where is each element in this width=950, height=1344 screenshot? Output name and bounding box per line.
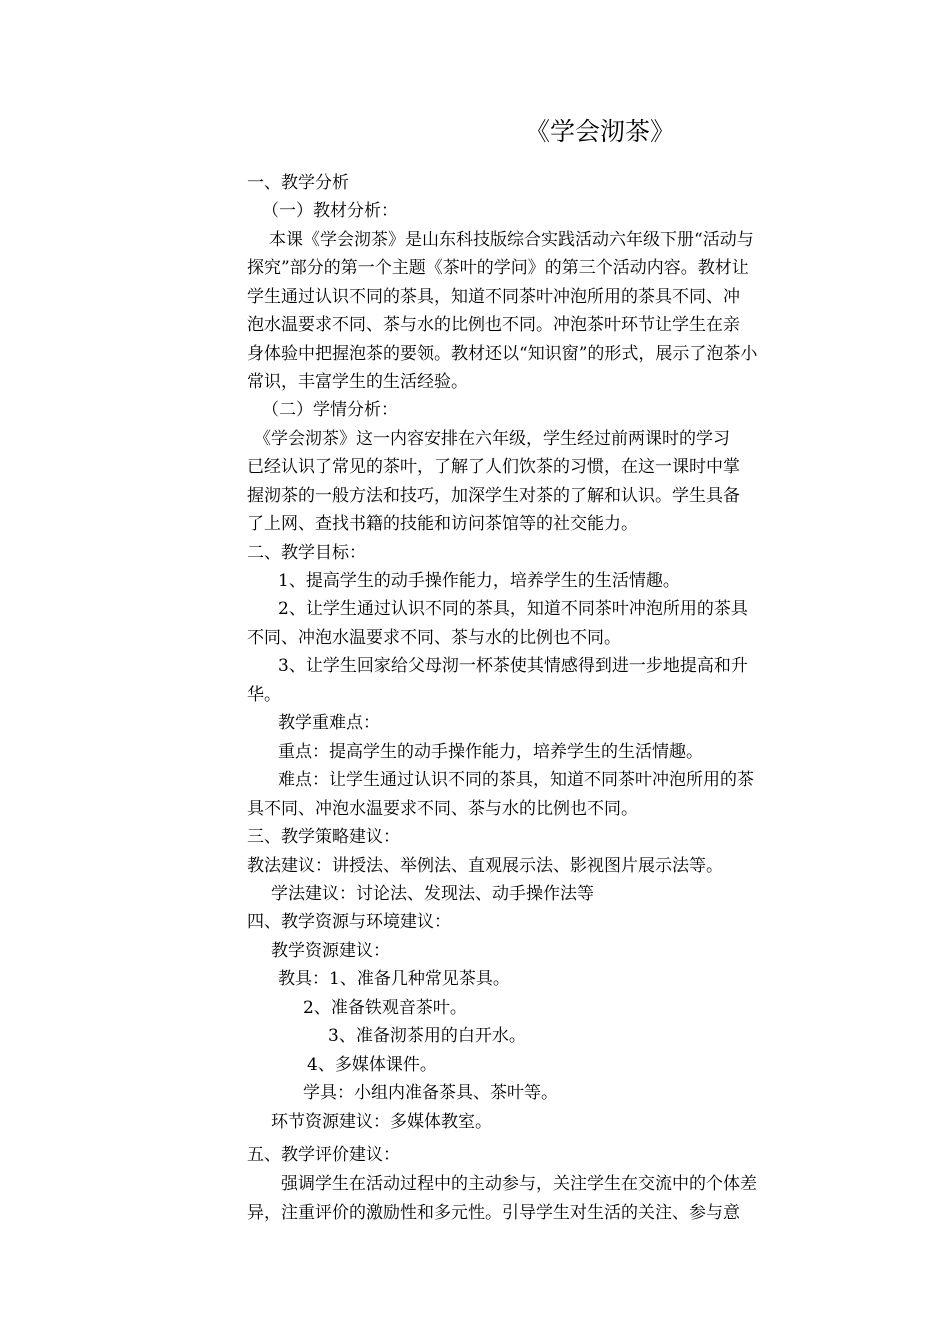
subheading-textbook-analysis: （一）教材分析：	[262, 201, 398, 221]
goal-item: 1、提高学生的动手操作能力，培养学生的生活情趣。	[278, 571, 680, 591]
paragraph-line: 身体验中把握泡茶的要领。教材还以“知识窗”的形式，展示了泡茶小	[247, 344, 758, 364]
goal-item: 2、让学生通过认识不同的茶具，知道不同茶叶冲泡所用的茶具	[278, 599, 748, 619]
subheading-learner-analysis: （二）学情分析：	[262, 400, 398, 420]
teaching-aid-item: 3、准备沏茶用的白开水。	[328, 1026, 526, 1046]
document-title: 《学会沏茶》	[525, 117, 676, 146]
paragraph-line: 了上网、查找书籍的技能和访问茶馆等的社交能力。	[247, 514, 638, 534]
paragraph-line: 强调学生在活动过程中的主动参与，关注学生在交流中的个体差	[281, 1174, 757, 1194]
section-heading-strategy: 三、教学策略建议：	[247, 827, 400, 847]
paragraph-line: 《学会沏茶》这一内容安排在六年级，学生经过前两课时的学习	[254, 429, 730, 449]
goal-item: 3、让学生回家给父母沏一杯茶使其情感得到进一步地提高和升	[278, 656, 748, 676]
paragraph-line: 不同、冲泡水温要求不同、茶与水的比例也不同。	[247, 628, 621, 648]
difficult-point: 难点：让学生通过认识不同的茶具，知道不同茶叶冲泡所用的茶	[278, 770, 754, 790]
paragraph-line: 泡水温要求不同、茶与水的比例也不同。冲泡茶叶环节让学生在亲	[247, 315, 740, 335]
paragraph-line: 已经认识了常见的茶叶，了解了人们饮茶的习惯，在这一课时中掌	[247, 457, 740, 477]
paragraph-line: 常识，丰富学生的生活经验。	[247, 372, 468, 392]
subheading-resource-suggestions: 教学资源建议：	[271, 941, 390, 961]
paragraph-line: 学生通过认识不同的茶具，知道不同茶叶冲泡所用的茶具不同、冲	[247, 287, 740, 307]
paragraph-line: 异，注重评价的激励性和多元性。引导学生对生活的关注、参与意	[247, 1203, 740, 1223]
paragraph-line: 具不同、冲泡水温要求不同、茶与水的比例也不同。	[247, 799, 638, 819]
teaching-aid-item: 2、准备铁观音茶叶。	[303, 998, 467, 1018]
section-heading-teaching-analysis: 一、教学分析	[247, 173, 349, 193]
paragraph-line: 本课《学会沏茶》是山东科技版综合实践活动六年级下册“活动与	[269, 230, 754, 250]
section-heading-evaluation: 五、教学评价建议：	[247, 1145, 400, 1165]
paragraph-line: 探究”部分的第一个主题《茶叶的学问》的第三个活动内容。教材让	[247, 258, 749, 278]
key-point: 重点：提高学生的动手操作能力，培养学生的生活情趣。	[278, 742, 703, 762]
paragraph-line: 华。	[247, 685, 281, 705]
section-heading-resources: 四、教学资源与环境建议：	[247, 912, 451, 932]
teaching-aid-item: 4、多媒体课件。	[307, 1055, 437, 1075]
teaching-method: 教法建议：讲授法、举例法、直观展示法、影视图片展示法等。	[247, 856, 723, 876]
environment-suggestion: 环节资源建议：多媒体教室。	[271, 1112, 492, 1132]
section-heading-teaching-goals: 二、教学目标：	[247, 543, 366, 563]
paragraph-line: 握沏茶的一般方法和技巧，加深学生对茶的了解和认识。学生具备	[247, 486, 740, 506]
teaching-aid-item: 教具：1、准备几种常见茶具。	[278, 969, 510, 989]
learning-tools: 学具：小组内准备茶具、茶叶等。	[303, 1083, 558, 1103]
subheading-key-difficult-points: 教学重难点：	[278, 713, 380, 733]
learning-method: 学法建议：讨论法、发现法、动手操作法等	[271, 884, 594, 904]
